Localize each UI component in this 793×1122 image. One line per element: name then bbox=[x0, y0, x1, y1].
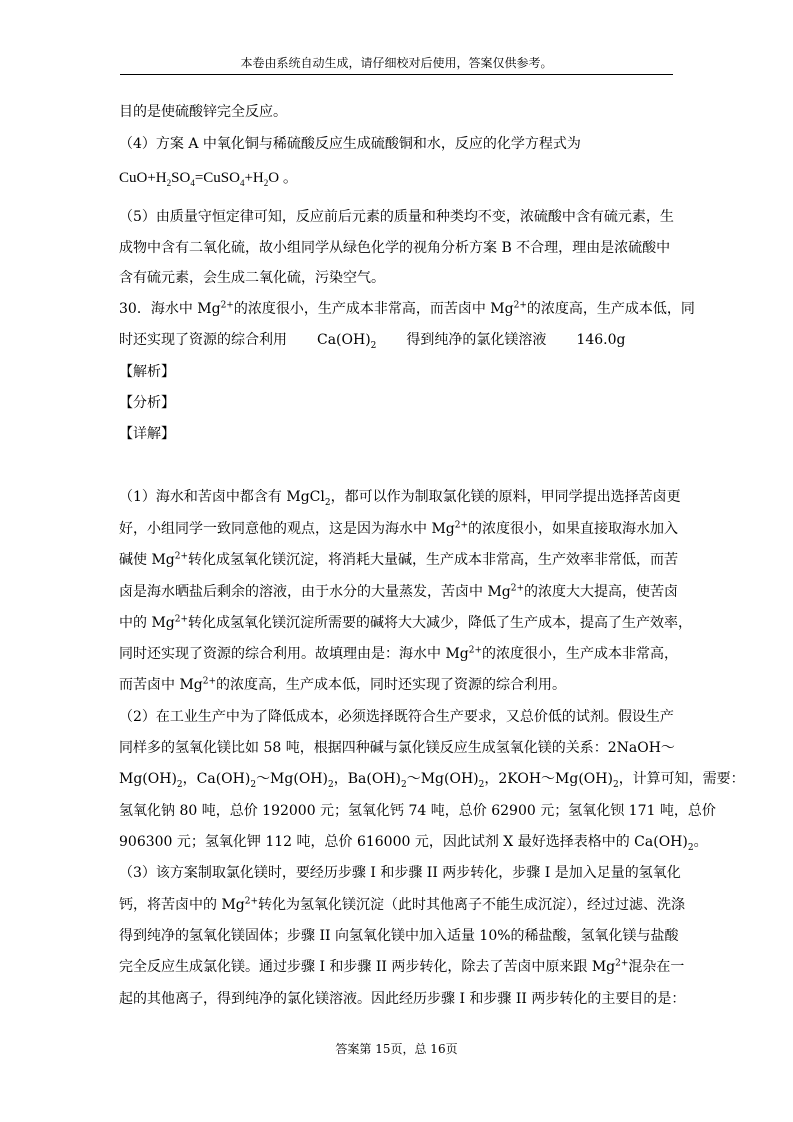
text-line: （5）由质量守恒定律可知，反应前后元素的质量和种类均不变，浓硫酸中含有硫元素，生 bbox=[119, 209, 674, 225]
header-divider bbox=[120, 74, 673, 75]
label-xiangjie: 【详解】 bbox=[119, 426, 175, 442]
text-line: 中的 $Mg^{2+}$转化成氢氧化镁沉淀所需要的碱将大大减少，降低了生产成本，提高了生产效率， bbox=[119, 614, 693, 631]
text-line: 卤是海水晒盐后剩余的溶液，由于水分的大量蒸发，苦卤中 $Mg^{2+}$的浓度大大提高，使苦卤 bbox=[119, 583, 679, 600]
text-line: （4）方案 A 中氧化铜与稀硫酸反应生成硫酸铜和水，反应的化学方程式为 bbox=[119, 136, 581, 152]
chemical-equation: $CuO+H_2SO_4=CuSO_4+H_2O$ 。 bbox=[119, 170, 298, 188]
label-fenxi: 【分析】 bbox=[119, 395, 175, 411]
text-line: （1）海水和苦卤中都含有 MgCl$_2$，都可以作为制取氯化镁的原料，甲同学提出选择苦卤更 bbox=[119, 489, 681, 508]
label-jiexi: 【解析】 bbox=[119, 364, 175, 380]
text-line: 好，小组同学一致同意他的观点，这是因为海水中 $Mg^{2+}$的浓度很小，如果直接取海水加入 bbox=[119, 520, 679, 537]
text-line: $Mg(OH)_2$，$Ca(OH)_2\sim Mg(OH)_2$，$Ba(OH)_2\sim Mg(OH)_2$，$2KOH\sim Mg(OH)_2$，计算可知，需要： bbox=[119, 771, 745, 790]
text-line: （2）在工业生产中为了降低成本，必须选择既符合生产要求，又总价低的试剂。假设生产 bbox=[119, 709, 674, 725]
page-header: 本卷由系统自动生成，请仔细校对后使用，答案仅供参考。 bbox=[240, 56, 553, 70]
text-line: （3）该方案制取氯化镁时，要经历步骤 I 和步骤 II 两步转化，步骤 I 是加入足量的氢氧化 bbox=[119, 865, 681, 881]
text-line: 氢氧化钠 80 吨，总价 192000 元；氢氧化钙 74 吨，总价 62900 元；氢氧化钡 171 吨，总价 bbox=[119, 803, 716, 819]
text-line: 目的是使硫酸锌完全反应。 bbox=[119, 104, 287, 120]
answer-30-line: 时还实现了资源的综合利用 $Ca(OH)_2$ 得到纯净的氯化镁溶液 146.0g bbox=[119, 332, 626, 351]
text-line: 碱使 $Mg^{2+}$转化成氢氧化镁沉淀，将消耗大量碱，生产成本非常高，生产效率非常低，而苦 bbox=[119, 551, 679, 568]
text-line: 得到纯净的氢氧化镁固体；步骤 II 向氢氧化镁中加入适量 10%的稀盐酸，氢氧化镁与盐酸 bbox=[119, 928, 679, 944]
text-line: 而苦卤中 $Mg^{2+}$的浓度高，生产成本低，同时还实现了资源的综合利用。 bbox=[119, 676, 567, 693]
text-line: 906300 元；氢氧化钾 112 吨，总价 616000 元，因此试剂 X 最好选择表格中的 $Ca(OH)_2$。 bbox=[119, 834, 708, 853]
text-line: 起的其他离子，得到纯净的氯化镁溶液。因此经历步骤 I 和步骤 II 两步转化的主要目的是： bbox=[119, 991, 686, 1007]
text-line: 含有硫元素，会生成二氧化硫，污染空气。 bbox=[119, 270, 385, 286]
text-line: 钙，将苦卤中的 $Mg^{2+}$转化为氢氧化镁沉淀（此时其他离子不能生成沉淀），经过过滤、洗涤 bbox=[119, 896, 686, 913]
text-line: 完全反应生成氯化镁。通过步骤 I 和步骤 II 两步转化，除去了苦卤中原来跟 $Mg^{2+}$混杂在一 bbox=[119, 958, 685, 975]
text-line: 成物中含有二氧化硫，故小组同学从绿色化学的视角分析方案 B 不合理，理由是浓硫酸中 bbox=[119, 240, 671, 256]
page-footer: 答案第 15页，总 16页 bbox=[335, 1042, 458, 1056]
answer-30-line: 30．海水中 $Mg^{2+}$的浓度很小，生产成本非常高，而苦卤中 $Mg^{2+}$的浓度高，生产成本低，同 bbox=[119, 300, 695, 317]
text-line: 同样多的氢氧化镁比如 58 吨，根据四种碱与氯化镁反应生成氢氧化镁的关系：2NaOH～ bbox=[119, 740, 675, 756]
text-line: 同时还实现了资源的综合利用。故填理由是：海水中 $Mg^{2+}$的浓度很小，生产成本非常高， bbox=[119, 645, 679, 662]
